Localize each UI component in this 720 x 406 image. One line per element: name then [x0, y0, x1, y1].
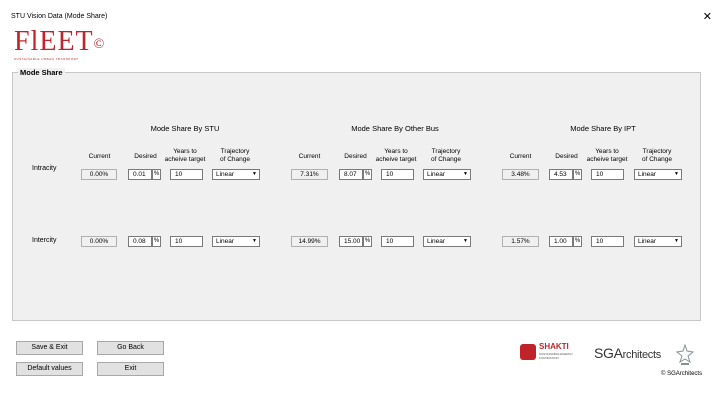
default-values-button[interactable]: Default values — [16, 362, 83, 376]
ipt-intracity-trajectory-select[interactable]: Linear ▼ — [634, 169, 682, 180]
percent-label: % — [363, 169, 372, 180]
col-head-years: Years to acheive target — [586, 148, 628, 163]
percent-label: % — [573, 236, 582, 247]
fleet-logo-text: FlEET© — [14, 26, 106, 57]
ipt-intercity-years-input[interactable]: 10 — [591, 236, 624, 247]
col-head-desired: Desired — [344, 153, 367, 160]
other-intracity-trajectory-select[interactable]: Linear ▼ — [423, 169, 471, 180]
col-head-current: Current — [298, 153, 321, 160]
ipt-intercity-current: 1.57% — [502, 236, 539, 247]
section-title-stu: Mode Share By STU — [150, 124, 220, 133]
other-intracity-desired-input[interactable]: 8.07 — [339, 169, 363, 180]
percent-label: % — [573, 169, 582, 180]
shakti-mark-icon — [520, 344, 536, 360]
exit-button[interactable]: Exit — [97, 362, 164, 376]
stu-intercity-trajectory-select[interactable]: Linear ▼ — [212, 236, 260, 247]
row-label-intercity: Intercity — [32, 237, 57, 244]
stu-intracity-trajectory-select[interactable]: Linear ▼ — [212, 169, 260, 180]
col-head-years: Years to acheive target — [375, 148, 417, 163]
stu-intercity-years-input[interactable]: 10 — [170, 236, 203, 247]
ipt-intracity-current: 3.48% — [502, 169, 539, 180]
chevron-down-icon[interactable]: ▼ — [463, 171, 468, 177]
other-intercity-desired-input[interactable]: 15.00 — [339, 236, 363, 247]
chevron-down-icon[interactable]: ▼ — [252, 238, 257, 244]
col-head-years: Years to acheive target — [164, 148, 206, 163]
col-head-trajectory: Trajectory of Change — [431, 148, 461, 163]
other-intracity-years-input[interactable]: 10 — [381, 169, 414, 180]
col-head-desired: Desired — [134, 153, 157, 160]
col-head-trajectory: Trajectory of Change — [220, 148, 250, 163]
close-icon[interactable]: ✕ — [702, 11, 712, 23]
window-title: STU Vision Data (Mode Share) — [11, 13, 108, 20]
ipt-intracity-years-input[interactable]: 10 — [591, 169, 624, 180]
mode-share-group — [12, 68, 701, 321]
col-head-desired: Desired — [555, 153, 578, 160]
ipt-intercity-trajectory-select[interactable]: Linear ▼ — [634, 236, 682, 247]
shakti-logo — [520, 341, 584, 363]
ipt-intracity-desired-input[interactable]: 4.53 — [549, 169, 573, 180]
percent-label: % — [363, 236, 372, 247]
section-title-ipt: Mode Share By IPT — [570, 124, 636, 133]
fleet-logo — [14, 27, 114, 65]
row-label-intracity: Intracity — [32, 165, 57, 172]
shakti-logo-subtitle: SUSTAINABLE ENERGY FOUNDATION — [539, 352, 573, 360]
col-head-trajectory: Trajectory of Change — [642, 148, 672, 163]
chevron-down-icon[interactable]: ▼ — [463, 238, 468, 244]
stu-intercity-desired-input[interactable]: 0.08 — [128, 236, 152, 247]
fleet-logo-tagline: SUSTAINABLE URBAN TRANSPORT — [14, 57, 79, 61]
chevron-down-icon[interactable]: ▼ — [674, 238, 679, 244]
stu-intracity-years-input[interactable]: 10 — [170, 169, 203, 180]
emblem-icon — [676, 344, 694, 366]
save-exit-button[interactable]: Save & Exit — [16, 341, 83, 355]
col-head-current: Current — [88, 153, 111, 160]
shakti-logo-text: SHAKTI — [539, 342, 569, 351]
go-back-button[interactable]: Go Back — [97, 341, 164, 355]
other-intercity-years-input[interactable]: 10 — [381, 236, 414, 247]
other-intercity-trajectory-select[interactable]: Linear ▼ — [423, 236, 471, 247]
stu-intracity-current: 0.00% — [81, 169, 117, 180]
other-intracity-current: 7.31% — [291, 169, 328, 180]
mode-share-group-label: Mode Share — [20, 68, 63, 77]
other-intercity-current: 14.99% — [291, 236, 328, 247]
percent-label: % — [152, 236, 161, 247]
col-head-current: Current — [509, 153, 532, 160]
stu-intercity-current: 0.00% — [81, 236, 117, 247]
chevron-down-icon[interactable]: ▼ — [252, 171, 257, 177]
chevron-down-icon[interactable]: ▼ — [674, 171, 679, 177]
ipt-intercity-desired-input[interactable]: 1.00 — [549, 236, 573, 247]
percent-label: % — [152, 169, 161, 180]
sga-logo: SGArchitects — [594, 345, 661, 361]
copyright-text: © SGArchitects — [661, 371, 703, 377]
section-title-other-bus: Mode Share By Other Bus — [351, 124, 439, 133]
stu-intracity-desired-input[interactable]: 0.01 — [128, 169, 152, 180]
window-titlebar — [0, 0, 720, 26]
